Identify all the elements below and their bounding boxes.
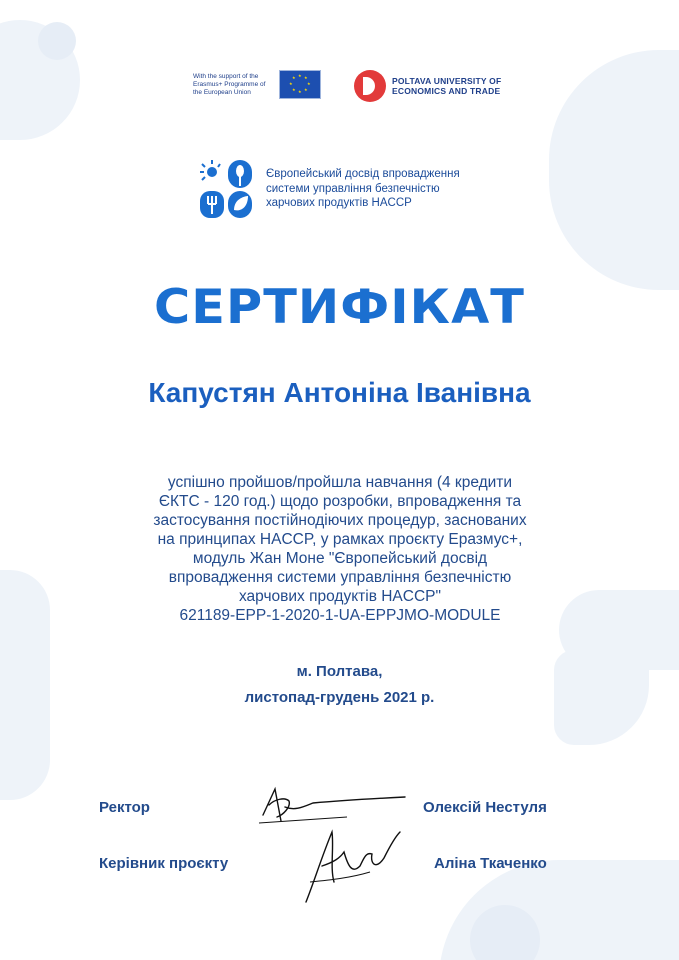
certificate-body — [110, 473, 570, 625]
university-name-line1: POLTAVA UNIVERSITY OF — [392, 76, 502, 86]
manager-name: Аліна Ткаченко — [434, 855, 547, 872]
erasmus-logo — [193, 70, 321, 99]
university-emblem-icon — [354, 70, 386, 102]
manager-title: Керівник проєкту — [99, 855, 229, 872]
erasmus-support-text: With the support of the Erasmus+ Programme of the European Union — [193, 72, 266, 96]
body-line: модуль Жан Моне "Європейський досвід — [192, 550, 488, 567]
issue-date: листопад-грудень 2021 р. — [244, 689, 435, 706]
eu-flag-icon: ★ ★ ★ ★ ★ ★ ★ ★ — [279, 70, 321, 99]
food-safety-icon — [198, 158, 256, 220]
certificate-title: СЕРТИФІКАТ — [153, 280, 526, 335]
background-shape — [0, 570, 50, 800]
body-line: харчових продуктів HACCP" — [238, 588, 441, 605]
university-logo — [354, 70, 501, 102]
project-title-line1: Європейський досвід впровадження — [266, 168, 460, 181]
recipient-name: Капустян Антоніна Іванівна — [148, 377, 531, 408]
background-shape — [38, 22, 76, 60]
issue-place: м. Полтава, — [296, 663, 383, 680]
body-line: успішно пройшов/пройшла навчання (4 кредити — [167, 474, 513, 491]
background-shape — [549, 50, 679, 290]
body-line: впровадження системи управління безпечністю — [168, 569, 512, 586]
project-logo — [198, 158, 496, 220]
project-code: 621189-EPP-1-2020-1-UA-EPPJMO-MODULE — [179, 607, 501, 624]
university-name — [392, 76, 501, 96]
rector-title: Ректор — [99, 799, 150, 816]
project-manager-signature — [300, 822, 410, 912]
body-line: ЄКТС - 120 год.) щодо розробки, впровадження та — [158, 493, 522, 510]
body-line: на принципах HACCP, у рамках проєкту Еразмус+, — [157, 531, 523, 548]
rector-name: Олексій Нестуля — [423, 799, 547, 816]
body-line: застосування постійнодіючих процедур, заснованих — [153, 512, 527, 529]
project-title — [266, 167, 496, 211]
project-title-line2: системи управління безпечністю — [266, 182, 440, 195]
project-title-line3: харчових продуктів HACCP — [266, 197, 412, 210]
university-name-line2: ECONOMICS AND TRADE — [392, 86, 501, 96]
